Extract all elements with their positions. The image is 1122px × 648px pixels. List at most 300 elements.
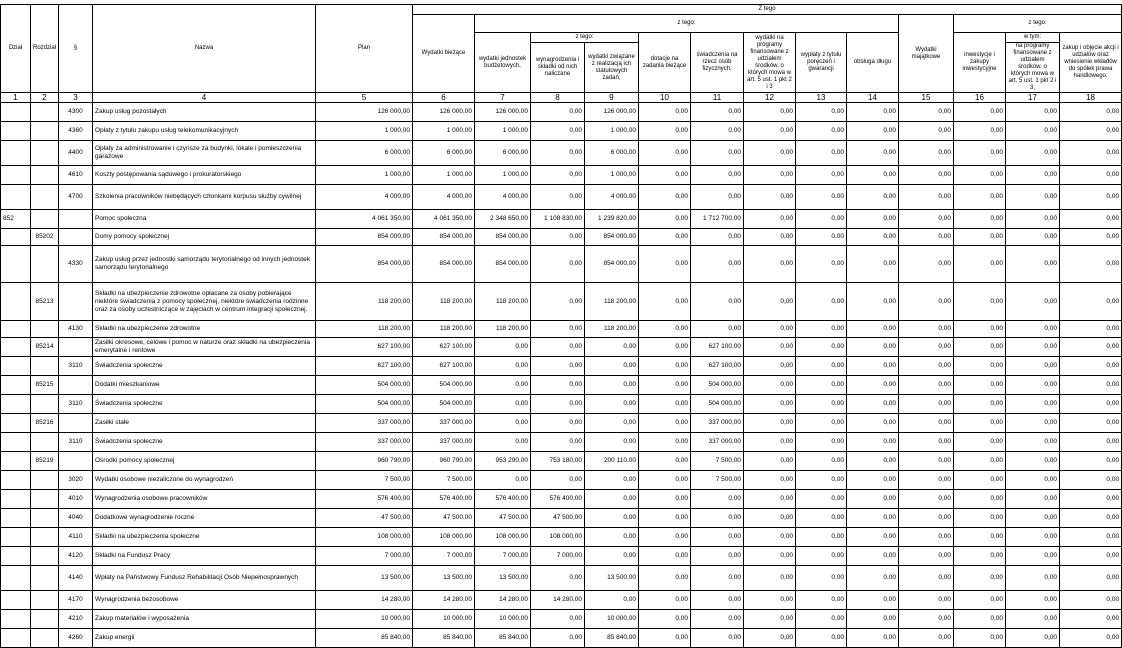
- cell-poreczenia: 0,00: [796, 229, 847, 246]
- cell-wynagrodzenia: 0,00: [531, 283, 585, 321]
- table-row: [1, 321, 1122, 338]
- cell-inwestycje-programy: 0,00: [1006, 490, 1060, 509]
- header-plan: Plan: [316, 5, 413, 93]
- cell-paragraf: 3110: [59, 395, 93, 414]
- table-row: [1, 185, 1122, 210]
- cell-obsluga-dlugu: 0,00: [847, 591, 899, 610]
- cell-wydatki-majatkowe: 0,00: [899, 103, 954, 122]
- cell-rozdzial: [31, 591, 59, 610]
- cell-inwestycje: 0,00: [954, 610, 1006, 629]
- cell-akcje: 0,00: [1060, 141, 1122, 166]
- cell-poreczenia: 0,00: [796, 566, 847, 591]
- cell-inwestycje-programy: 0,00: [1006, 376, 1060, 395]
- cell-akcje: 0,00: [1060, 395, 1122, 414]
- cell-inwestycje: 0,00: [954, 414, 1006, 433]
- cell-akcje: 0,00: [1060, 246, 1122, 283]
- cell-akcje: 0,00: [1060, 185, 1122, 210]
- cell-wydatki-statutowe: 854 000,00: [585, 229, 639, 246]
- cell-paragraf: [59, 376, 93, 395]
- cell-poreczenia: 0,00: [796, 376, 847, 395]
- cell-nazwa: Opłaty za administrowanie i czynsze za budynki, lokale i pomieszczenia garażowe: [93, 141, 316, 166]
- header-z-tego-majatkowe: z tego:: [954, 15, 1122, 33]
- cell-inwestycje-programy: 0,00: [1006, 229, 1060, 246]
- cell-wydatki-biezace: 118 200,00: [413, 321, 475, 338]
- cell-inwestycje: 0,00: [954, 528, 1006, 547]
- cell-inwestycje: 0,00: [954, 433, 1006, 452]
- cell-swiadczenia: 0,00: [691, 246, 744, 283]
- cell-rozdzial: [31, 210, 59, 229]
- cell-obsluga-dlugu: 0,00: [847, 283, 899, 321]
- cell-dzial: [1, 103, 31, 122]
- cell-nazwa: Zasiłki stałe: [93, 414, 316, 433]
- cell-swiadczenia: 0,00: [691, 185, 744, 210]
- header-z-tego-jednostek: z tego:: [531, 33, 639, 43]
- cell-rozdzial: 85213: [31, 283, 59, 321]
- cell-akcje: 0,00: [1060, 103, 1122, 122]
- cell-wydatki-biezace: 627 100,00: [413, 338, 475, 357]
- table-row: [1, 210, 1122, 229]
- table-row: [1, 547, 1122, 566]
- header-inwestycje: inwestycje i zakupy inwestycyjne: [954, 33, 1006, 93]
- cell-wydatki-majatkowe: 0,00: [899, 246, 954, 283]
- cell-wydatki-jednostek: 14 280,00: [475, 591, 531, 610]
- header-obsluga-dlugu: obsługa długu: [847, 33, 899, 93]
- cell-plan: 13 500,00: [316, 566, 413, 591]
- cell-wydatki-majatkowe: 0,00: [899, 452, 954, 471]
- cell-obsluga-dlugu: 0,00: [847, 338, 899, 357]
- cell-wydatki-majatkowe: 0,00: [899, 509, 954, 528]
- cell-rozdzial: [31, 103, 59, 122]
- cell-wydatki-biezace: 14 280,00: [413, 591, 475, 610]
- cell-obsluga-dlugu: 0,00: [847, 490, 899, 509]
- cell-dotacje: 0,00: [639, 321, 691, 338]
- column-number: 2: [31, 93, 59, 103]
- cell-paragraf: 4170: [59, 591, 93, 610]
- column-number: 7: [475, 93, 531, 103]
- cell-obsluga-dlugu: 0,00: [847, 471, 899, 490]
- cell-swiadczenia: 0,00: [691, 166, 744, 185]
- cell-wydatki-biezace: 504 000,00: [413, 376, 475, 395]
- cell-rozdzial: [31, 566, 59, 591]
- cell-wydatki-biezace: 6 000,00: [413, 141, 475, 166]
- table-row: [1, 629, 1122, 648]
- cell-inwestycje-programy: 0,00: [1006, 338, 1060, 357]
- cell-wydatki-statutowe: 854 000,00: [585, 246, 639, 283]
- cell-inwestycje: 0,00: [954, 229, 1006, 246]
- table-row: [1, 414, 1122, 433]
- table-body: [1, 103, 1122, 648]
- cell-paragraf: [59, 452, 93, 471]
- cell-paragraf: 4130: [59, 321, 93, 338]
- table-row: [1, 376, 1122, 395]
- table-row: [1, 122, 1122, 141]
- cell-wydatki-biezace: 1 000,00: [413, 166, 475, 185]
- header-wydatki-jednostek: wydatki jednostek budżetowych,: [475, 33, 531, 93]
- cell-plan: 126 000,00: [316, 103, 413, 122]
- cell-inwestycje: 0,00: [954, 321, 1006, 338]
- cell-dotacje: 0,00: [639, 528, 691, 547]
- cell-wydatki-jednostek: 118 200,00: [475, 321, 531, 338]
- cell-dotacje: 0,00: [639, 141, 691, 166]
- header-paragraf: §: [59, 5, 93, 93]
- cell-wydatki-majatkowe: 0,00: [899, 376, 954, 395]
- table-row: [1, 103, 1122, 122]
- cell-programy-ue: 0,00: [744, 547, 796, 566]
- cell-swiadczenia: 7 500,00: [691, 471, 744, 490]
- cell-poreczenia: 0,00: [796, 547, 847, 566]
- cell-paragraf: [59, 229, 93, 246]
- cell-programy-ue: 0,00: [744, 471, 796, 490]
- cell-rozdzial: 85214: [31, 338, 59, 357]
- cell-obsluga-dlugu: 0,00: [847, 414, 899, 433]
- cell-nazwa: Wynagrodzenia osobowe pracowników: [93, 490, 316, 509]
- cell-poreczenia: 0,00: [796, 122, 847, 141]
- cell-dotacje: 0,00: [639, 210, 691, 229]
- cell-inwestycje: 0,00: [954, 357, 1006, 376]
- cell-paragraf: 4110: [59, 528, 93, 547]
- cell-wydatki-biezace: 854 000,00: [413, 246, 475, 283]
- cell-nazwa: Opłaty z tytułu zakupu usług telekomunikacyjnych: [93, 122, 316, 141]
- cell-poreczenia: 0,00: [796, 490, 847, 509]
- cell-wynagrodzenia: 7 000,00: [531, 547, 585, 566]
- cell-paragraf: 4400: [59, 141, 93, 166]
- cell-inwestycje-programy: 0,00: [1006, 395, 1060, 414]
- cell-wydatki-jednostek: 0,00: [475, 414, 531, 433]
- cell-dotacje: 0,00: [639, 433, 691, 452]
- cell-wydatki-statutowe: 0,00: [585, 471, 639, 490]
- cell-wydatki-statutowe: 200 110,00: [585, 452, 639, 471]
- cell-nazwa: Ośrodki pomocy społecznej: [93, 452, 316, 471]
- cell-swiadczenia: 0,00: [691, 528, 744, 547]
- cell-inwestycje: 0,00: [954, 338, 1006, 357]
- cell-inwestycje-programy: 0,00: [1006, 471, 1060, 490]
- column-number: 8: [531, 93, 585, 103]
- cell-inwestycje-programy: 0,00: [1006, 246, 1060, 283]
- cell-wynagrodzenia: 0,00: [531, 321, 585, 338]
- cell-wydatki-biezace: 13 500,00: [413, 566, 475, 591]
- cell-wydatki-statutowe: 0,00: [585, 376, 639, 395]
- header-wynagrodzenia: wynagrodzenia i składki od nich naliczane: [531, 43, 585, 93]
- cell-inwestycje: 0,00: [954, 395, 1006, 414]
- cell-programy-ue: 0,00: [744, 414, 796, 433]
- column-number: 5: [316, 93, 413, 103]
- cell-nazwa: Składki na ubezpieczenie zdrowotne: [93, 321, 316, 338]
- cell-wydatki-statutowe: 0,00: [585, 591, 639, 610]
- cell-obsluga-dlugu: 0,00: [847, 509, 899, 528]
- column-number: 4: [93, 93, 316, 103]
- cell-wydatki-majatkowe: 0,00: [899, 338, 954, 357]
- table-row: [1, 338, 1122, 357]
- cell-wydatki-majatkowe: 0,00: [899, 528, 954, 547]
- header-poreczenia: wypłaty z tytułu poręczeń i gwarancji: [796, 33, 847, 93]
- column-number: 9: [585, 93, 639, 103]
- cell-obsluga-dlugu: 0,00: [847, 141, 899, 166]
- cell-akcje: 0,00: [1060, 509, 1122, 528]
- cell-plan: 10 000,00: [316, 610, 413, 629]
- cell-nazwa: Świadczenia społeczne: [93, 433, 316, 452]
- column-number: 13: [796, 93, 847, 103]
- cell-rozdzial: [31, 122, 59, 141]
- cell-paragraf: 4610: [59, 166, 93, 185]
- cell-inwestycje-programy: 0,00: [1006, 414, 1060, 433]
- cell-programy-ue: 0,00: [744, 321, 796, 338]
- budget-table: [0, 4, 1122, 648]
- cell-wydatki-statutowe: 13 500,00: [585, 566, 639, 591]
- cell-wydatki-jednostek: 7 000,00: [475, 547, 531, 566]
- cell-wydatki-jednostek: 0,00: [475, 376, 531, 395]
- cell-swiadczenia: 0,00: [691, 629, 744, 648]
- cell-wydatki-statutowe: 10 000,00: [585, 610, 639, 629]
- cell-akcje: 0,00: [1060, 229, 1122, 246]
- cell-wydatki-jednostek: 13 500,00: [475, 566, 531, 591]
- cell-wydatki-jednostek: 10 000,00: [475, 610, 531, 629]
- cell-rozdzial: [31, 471, 59, 490]
- cell-obsluga-dlugu: 0,00: [847, 122, 899, 141]
- table-row: [1, 610, 1122, 629]
- cell-wynagrodzenia: 0,00: [531, 414, 585, 433]
- cell-plan: 854 000,00: [316, 229, 413, 246]
- cell-wydatki-statutowe: 85 840,00: [585, 629, 639, 648]
- cell-wydatki-majatkowe: 0,00: [899, 490, 954, 509]
- cell-akcje: 0,00: [1060, 610, 1122, 629]
- cell-inwestycje-programy: 0,00: [1006, 433, 1060, 452]
- cell-inwestycje: 0,00: [954, 185, 1006, 210]
- table-row: [1, 490, 1122, 509]
- cell-swiadczenia: 7 500,00: [691, 452, 744, 471]
- cell-nazwa: Domy pomocy społecznej: [93, 229, 316, 246]
- cell-poreczenia: 0,00: [796, 357, 847, 376]
- header-rozdzial: Rozdział: [31, 5, 59, 93]
- cell-poreczenia: 0,00: [796, 528, 847, 547]
- cell-plan: 1 000,00: [316, 166, 413, 185]
- cell-swiadczenia: 1 712 700,00: [691, 210, 744, 229]
- cell-plan: 504 000,00: [316, 395, 413, 414]
- cell-dotacje: 0,00: [639, 490, 691, 509]
- cell-nazwa: Dodatki mieszkaniowe: [93, 376, 316, 395]
- cell-rozdzial: 85219: [31, 452, 59, 471]
- cell-obsluga-dlugu: 0,00: [847, 103, 899, 122]
- cell-obsluga-dlugu: 0,00: [847, 433, 899, 452]
- cell-dzial: [1, 591, 31, 610]
- cell-dotacje: 0,00: [639, 395, 691, 414]
- column-number: 12: [744, 93, 796, 103]
- cell-inwestycje: 0,00: [954, 246, 1006, 283]
- cell-programy-ue: 0,00: [744, 509, 796, 528]
- cell-inwestycje: 0,00: [954, 471, 1006, 490]
- cell-dzial: [1, 395, 31, 414]
- column-number: 6: [413, 93, 475, 103]
- cell-akcje: 0,00: [1060, 414, 1122, 433]
- cell-poreczenia: 0,00: [796, 610, 847, 629]
- cell-paragraf: [59, 414, 93, 433]
- cell-plan: 4 061 350,00: [316, 210, 413, 229]
- cell-programy-ue: 0,00: [744, 395, 796, 414]
- cell-dotacje: 0,00: [639, 122, 691, 141]
- table-row: [1, 357, 1122, 376]
- cell-obsluga-dlugu: 0,00: [847, 566, 899, 591]
- cell-wynagrodzenia: 0,00: [531, 610, 585, 629]
- cell-inwestycje-programy: 0,00: [1006, 185, 1060, 210]
- cell-dotacje: 0,00: [639, 338, 691, 357]
- cell-programy-ue: 0,00: [744, 629, 796, 648]
- cell-plan: 337 000,00: [316, 414, 413, 433]
- cell-wydatki-biezace: 108 000,00: [413, 528, 475, 547]
- cell-wydatki-biezace: 126 000,00: [413, 103, 475, 122]
- cell-rozdzial: [31, 246, 59, 283]
- cell-dotacje: 0,00: [639, 229, 691, 246]
- cell-inwestycje: 0,00: [954, 122, 1006, 141]
- cell-programy-ue: 0,00: [744, 591, 796, 610]
- cell-programy-ue: 0,00: [744, 283, 796, 321]
- table-row: [1, 166, 1122, 185]
- cell-obsluga-dlugu: 0,00: [847, 610, 899, 629]
- cell-akcje: 0,00: [1060, 471, 1122, 490]
- cell-wynagrodzenia: 0,00: [531, 122, 585, 141]
- cell-plan: 627 100,00: [316, 338, 413, 357]
- cell-wydatki-majatkowe: 0,00: [899, 166, 954, 185]
- cell-paragraf: 4010: [59, 490, 93, 509]
- cell-wydatki-biezace: 7 500,00: [413, 471, 475, 490]
- column-number: 3: [59, 93, 93, 103]
- cell-akcje: 0,00: [1060, 283, 1122, 321]
- cell-rozdzial: [31, 610, 59, 629]
- table-row: [1, 229, 1122, 246]
- cell-inwestycje: 0,00: [954, 141, 1006, 166]
- cell-inwestycje-programy: 0,00: [1006, 591, 1060, 610]
- cell-wydatki-majatkowe: 0,00: [899, 433, 954, 452]
- cell-nazwa: Zakup usług pozostałych: [93, 103, 316, 122]
- header-dotacje: dotacje na zadania bieżące: [639, 33, 691, 93]
- column-number: 1: [1, 93, 31, 103]
- cell-dotacje: 0,00: [639, 357, 691, 376]
- cell-dotacje: 0,00: [639, 166, 691, 185]
- cell-dzial: [1, 610, 31, 629]
- cell-nazwa: Zakup materiałów i wyposażenia: [93, 610, 316, 629]
- cell-programy-ue: 0,00: [744, 246, 796, 283]
- cell-plan: 6 000,00: [316, 141, 413, 166]
- cell-plan: 118 200,00: [316, 283, 413, 321]
- column-number: 14: [847, 93, 899, 103]
- cell-wydatki-biezace: 47 500,00: [413, 509, 475, 528]
- cell-dotacje: 0,00: [639, 103, 691, 122]
- cell-rozdzial: [31, 509, 59, 528]
- cell-wydatki-majatkowe: 0,00: [899, 471, 954, 490]
- cell-poreczenia: 0,00: [796, 185, 847, 210]
- cell-wydatki-statutowe: 1 239 820,00: [585, 210, 639, 229]
- table-row: [1, 471, 1122, 490]
- cell-inwestycje: 0,00: [954, 591, 1006, 610]
- cell-wynagrodzenia: 14 280,00: [531, 591, 585, 610]
- cell-plan: 4 000,00: [316, 185, 413, 210]
- cell-wydatki-jednostek: 854 000,00: [475, 229, 531, 246]
- header-akcje: zakup i objęcie akcji i udziałów oraz wniesienie wkładów do spółek prawa handlowego.: [1060, 33, 1122, 93]
- table-row: [1, 509, 1122, 528]
- cell-plan: 108 000,00: [316, 528, 413, 547]
- cell-programy-ue: 0,00: [744, 103, 796, 122]
- cell-wydatki-jednostek: 4 000,00: [475, 185, 531, 210]
- cell-inwestycje: 0,00: [954, 210, 1006, 229]
- cell-wydatki-jednostek: 0,00: [475, 433, 531, 452]
- cell-paragraf: 4300: [59, 103, 93, 122]
- cell-nazwa: Zasiłki okresowe, celowe i pomoc w naturze oraz składki na ubezpieczenia emerytalne i rentowe: [93, 338, 316, 357]
- cell-nazwa: Szkolenia pracowników niebędących członkami korpusu służby cywilnej: [93, 185, 316, 210]
- cell-wydatki-majatkowe: 0,00: [899, 547, 954, 566]
- cell-wydatki-biezace: 504 000,00: [413, 395, 475, 414]
- cell-swiadczenia: 0,00: [691, 591, 744, 610]
- table-row: [1, 591, 1122, 610]
- cell-inwestycje-programy: 0,00: [1006, 509, 1060, 528]
- cell-plan: 7 000,00: [316, 547, 413, 566]
- cell-inwestycje-programy: 0,00: [1006, 103, 1060, 122]
- cell-wydatki-jednostek: 854 000,00: [475, 246, 531, 283]
- cell-dzial: [1, 185, 31, 210]
- cell-poreczenia: 0,00: [796, 395, 847, 414]
- cell-rozdzial: [31, 629, 59, 648]
- cell-inwestycje: 0,00: [954, 103, 1006, 122]
- cell-programy-ue: 0,00: [744, 490, 796, 509]
- cell-wydatki-majatkowe: 0,00: [899, 141, 954, 166]
- cell-rozdzial: [31, 433, 59, 452]
- cell-nazwa: Wpłaty na Państwowy Fundusz Rehabilitacji Osób Niepełnosprawnych: [93, 566, 316, 591]
- cell-wydatki-biezace: 627 100,00: [413, 357, 475, 376]
- cell-obsluga-dlugu: 0,00: [847, 357, 899, 376]
- cell-dzial: [1, 283, 31, 321]
- cell-wydatki-majatkowe: 0,00: [899, 610, 954, 629]
- cell-wydatki-statutowe: 118 200,00: [585, 283, 639, 321]
- cell-wydatki-biezace: 118 200,00: [413, 283, 475, 321]
- cell-obsluga-dlugu: 0,00: [847, 376, 899, 395]
- cell-rozdzial: [31, 528, 59, 547]
- cell-obsluga-dlugu: 0,00: [847, 210, 899, 229]
- cell-dotacje: 0,00: [639, 547, 691, 566]
- cell-paragraf: 4700: [59, 185, 93, 210]
- cell-wynagrodzenia: 576 400,00: [531, 490, 585, 509]
- cell-akcje: 0,00: [1060, 357, 1122, 376]
- cell-dzial: [1, 166, 31, 185]
- cell-obsluga-dlugu: 0,00: [847, 166, 899, 185]
- cell-plan: 960 790,00: [316, 452, 413, 471]
- cell-wynagrodzenia: 0,00: [531, 433, 585, 452]
- cell-programy-ue: 0,00: [744, 433, 796, 452]
- cell-inwestycje: 0,00: [954, 166, 1006, 185]
- cell-wydatki-statutowe: 118 200,00: [585, 321, 639, 338]
- cell-paragraf: 3020: [59, 471, 93, 490]
- cell-wydatki-statutowe: 0,00: [585, 357, 639, 376]
- cell-rozdzial: [31, 357, 59, 376]
- header-programy-ue: wydatki na programy finansowane z udziałem środków, o których mowa w art. 5 ust. 1 pkt 2 i 3: [744, 33, 796, 93]
- cell-swiadczenia: 337 000,00: [691, 414, 744, 433]
- cell-wynagrodzenia: 0,00: [531, 629, 585, 648]
- cell-obsluga-dlugu: 0,00: [847, 246, 899, 283]
- cell-nazwa: Składki na ubezpieczenia społeczne: [93, 528, 316, 547]
- cell-programy-ue: 0,00: [744, 229, 796, 246]
- cell-programy-ue: 0,00: [744, 357, 796, 376]
- header-w-tym: w tym:: [1006, 33, 1060, 43]
- cell-dzial: [1, 376, 31, 395]
- cell-dotacje: 0,00: [639, 591, 691, 610]
- cell-poreczenia: 0,00: [796, 509, 847, 528]
- cell-dotacje: 0,00: [639, 471, 691, 490]
- header-programy-ue-inwestycje: na programy finansowane z udziałem środków, o których mowa w art. 5 ust. 1 pkt 2 i 3,: [1006, 43, 1060, 93]
- cell-rozdzial: 85216: [31, 414, 59, 433]
- table-row: [1, 566, 1122, 591]
- cell-rozdzial: 85215: [31, 376, 59, 395]
- cell-wydatki-jednostek: 2 348 650,00: [475, 210, 531, 229]
- cell-wynagrodzenia: 0,00: [531, 357, 585, 376]
- cell-wydatki-statutowe: 0,00: [585, 414, 639, 433]
- cell-wynagrodzenia: 0,00: [531, 229, 585, 246]
- cell-swiadczenia: 0,00: [691, 490, 744, 509]
